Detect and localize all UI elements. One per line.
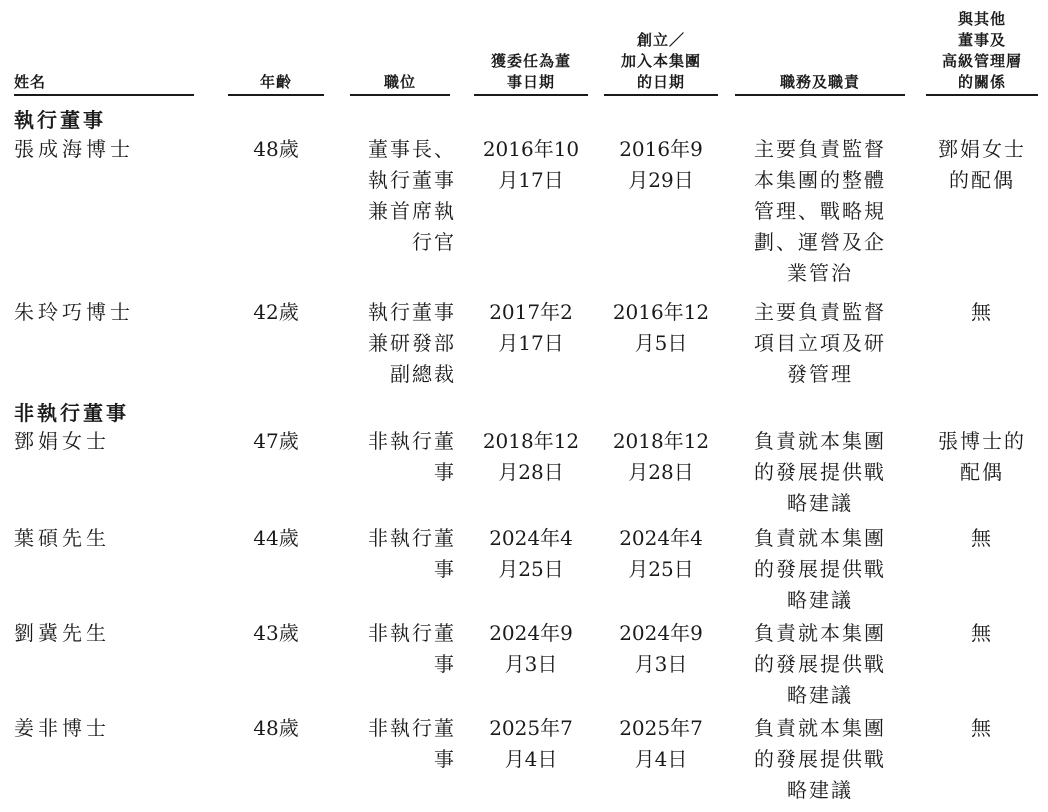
- header-joined: [604, 30, 718, 96]
- row-5-position: [344, 713, 456, 775]
- row-0-name: [14, 134, 194, 165]
- row-1-name-line: 朱玲巧博士: [14, 300, 134, 324]
- row-0-relation-line: 鄧娟女士: [938, 137, 1026, 161]
- header-relation-line: 的關係: [926, 72, 1038, 96]
- row-5-appointed-line: 月4日: [504, 747, 558, 771]
- row-5-name-line: 姜非博士: [14, 716, 110, 740]
- row-2-joined: [604, 426, 718, 488]
- header-relation-line: 董事及: [957, 31, 1006, 49]
- row-0-duties-line: 劃、運營及企: [754, 230, 886, 254]
- row-4-appointed: [474, 618, 588, 680]
- row-2-age-line: 47歲: [253, 429, 299, 453]
- row-0-duties: [735, 134, 905, 289]
- row-1-appointed-line: 月17日: [498, 331, 564, 355]
- row-3-joined-line: 2024年4: [619, 526, 703, 550]
- row-1-joined-line: 2016年12: [612, 300, 710, 324]
- row-4-relation: [926, 618, 1038, 649]
- row-0-duties-line: 管理、戰略規: [754, 199, 886, 223]
- section-non-executive-directors: 非執行董事: [14, 401, 129, 425]
- row-3-position-line: 非執行董: [368, 526, 456, 550]
- header-relation-line: 高級管理層: [941, 52, 1022, 70]
- row-5-joined-line: 月4日: [634, 747, 688, 771]
- row-2-name: [14, 426, 194, 457]
- row-3-joined-line: 月25日: [628, 557, 694, 581]
- row-0-position-line: 董事長、: [368, 137, 456, 161]
- row-2-appointed-line: 月28日: [498, 460, 564, 484]
- row-0-name-line: 張成海博士: [14, 137, 134, 161]
- row-2-duties: [735, 426, 905, 519]
- header-relation-line: 與其他: [957, 10, 1006, 28]
- row-2-joined-line: 月28日: [628, 460, 694, 484]
- row-0-age: [228, 134, 324, 165]
- row-3-name-line: 葉碩先生: [14, 526, 110, 550]
- row-1-age-line: 42歲: [253, 300, 299, 324]
- row-3-duties-line: 略建議: [787, 588, 853, 612]
- row-4-age: [228, 618, 324, 649]
- row-2-position-line: 事: [434, 460, 456, 484]
- row-4-duties-line: 略建議: [787, 683, 853, 707]
- row-5-duties-line: 負責就本集團: [754, 716, 886, 740]
- row-0-position-line: 行官: [412, 230, 456, 254]
- row-1-duties-line: 項目立項及研: [754, 331, 886, 355]
- row-5-position-line: 非執行董: [368, 716, 456, 740]
- row-0-relation-line: 的配偶: [949, 168, 1015, 192]
- row-4-duties-line: 負責就本集團: [754, 621, 886, 645]
- row-4-position-line: 事: [434, 652, 456, 676]
- row-4-duties: [735, 618, 905, 711]
- row-0-appointed-line: 2016年10: [482, 137, 580, 161]
- row-4-joined-line: 月3日: [634, 652, 688, 676]
- row-5-appointed: [474, 713, 588, 775]
- row-1-age: [228, 297, 324, 328]
- header-age-line: 年齡: [228, 72, 324, 96]
- header-joined-line: 創立／: [636, 31, 685, 49]
- row-0-joined-line: 2016年9: [619, 137, 703, 161]
- row-0-duties-line: 主要負責監督: [754, 137, 886, 161]
- header-appointed-line: 事日期: [474, 72, 588, 96]
- row-0-duties-line: 本集團的整體: [754, 168, 886, 192]
- header-duties-line: 職務及職責: [735, 72, 905, 96]
- row-5-name: [14, 713, 194, 744]
- row-3-position-line: 事: [434, 557, 456, 581]
- row-5-position-line: 事: [434, 747, 456, 771]
- row-5-joined-line: 2025年7: [619, 716, 703, 740]
- row-1-duties-line: 發管理: [787, 362, 853, 386]
- row-3-relation-line: 無: [971, 526, 993, 550]
- header-relation: [926, 9, 1038, 96]
- row-1-appointed: [474, 297, 588, 359]
- header-name-line: 姓名: [14, 72, 194, 96]
- row-2-position-line: 非執行董: [368, 429, 456, 453]
- row-4-name: [14, 618, 194, 649]
- header-position: [350, 72, 450, 96]
- row-2-duties-line: 的發展提供戰: [754, 460, 886, 484]
- row-5-duties: [735, 713, 905, 806]
- row-5-age: [228, 713, 324, 744]
- row-3-duties-line: 的發展提供戰: [754, 557, 886, 581]
- row-1-relation: [926, 297, 1038, 328]
- row-0-appointed: [474, 134, 588, 196]
- row-2-duties-line: 負責就本集團: [754, 429, 886, 453]
- row-5-relation-line: 無: [971, 716, 993, 740]
- row-4-appointed-line: 2024年9: [489, 621, 573, 645]
- row-1-duties-line: 主要負責監督: [754, 300, 886, 324]
- row-3-duties: [735, 523, 905, 616]
- header-joined-line: 的日期: [604, 72, 718, 96]
- row-2-position: [344, 426, 456, 488]
- row-3-age-line: 44歲: [253, 526, 299, 550]
- header-joined-line: 加入本集團: [620, 52, 701, 70]
- row-3-joined: [604, 523, 718, 585]
- row-2-relation: [926, 426, 1038, 488]
- section-executive-directors: 執行董事: [14, 108, 106, 132]
- row-5-age-line: 48歲: [253, 716, 299, 740]
- row-4-age-line: 43歲: [253, 621, 299, 645]
- row-2-appointed-line: 2018年12: [482, 429, 580, 453]
- row-2-duties-line: 略建議: [787, 491, 853, 515]
- row-3-duties-line: 負責就本集團: [754, 526, 886, 550]
- row-1-relation-line: 無: [971, 300, 993, 324]
- row-0-relation: [926, 134, 1038, 196]
- row-1-joined-line: 月5日: [634, 331, 688, 355]
- row-5-joined: [604, 713, 718, 775]
- header-duties: [735, 72, 905, 96]
- row-0-joined-line: 月29日: [628, 168, 694, 192]
- row-0-position-line: 執行董事: [368, 168, 456, 192]
- row-1-position-line: 兼研發部: [368, 331, 456, 355]
- row-2-appointed: [474, 426, 588, 488]
- row-2-age: [228, 426, 324, 457]
- row-2-relation-line: 張博士的: [938, 429, 1026, 453]
- row-4-position: [344, 618, 456, 680]
- row-1-position-line: 副總裁: [390, 362, 456, 386]
- row-4-name-line: 劉冀先生: [14, 621, 110, 645]
- row-3-appointed-line: 月25日: [498, 557, 564, 581]
- row-4-position-line: 非執行董: [368, 621, 456, 645]
- row-4-duties-line: 的發展提供戰: [754, 652, 886, 676]
- header-appointed: [474, 51, 588, 96]
- row-4-relation-line: 無: [971, 621, 993, 645]
- row-1-joined: [604, 297, 718, 359]
- header-position-line: 職位: [350, 72, 450, 96]
- row-1-position: [344, 297, 456, 390]
- row-3-age: [228, 523, 324, 554]
- row-1-appointed-line: 2017年2: [489, 300, 573, 324]
- row-2-joined-line: 2018年12: [612, 429, 710, 453]
- row-0-duties-line: 業管治: [787, 261, 853, 285]
- row-2-name-line: 鄧娟女士: [14, 429, 110, 453]
- row-4-appointed-line: 月3日: [504, 652, 558, 676]
- row-3-position: [344, 523, 456, 585]
- row-2-relation-line: 配偶: [960, 460, 1004, 484]
- row-0-age-line: 48歲: [253, 137, 299, 161]
- row-1-position-line: 執行董事: [368, 300, 456, 324]
- row-3-name: [14, 523, 194, 554]
- row-5-duties-line: 的發展提供戰: [754, 747, 886, 771]
- row-5-duties-line: 略建議: [787, 778, 853, 802]
- row-0-position-line: 兼首席執: [368, 199, 456, 223]
- row-0-joined: [604, 134, 718, 196]
- row-1-duties: [735, 297, 905, 390]
- row-3-appointed: [474, 523, 588, 585]
- row-4-joined: [604, 618, 718, 680]
- row-0-position: [344, 134, 456, 258]
- row-4-joined-line: 2024年9: [619, 621, 703, 645]
- header-name: [14, 72, 194, 96]
- row-1-name: [14, 297, 194, 328]
- row-5-relation: [926, 713, 1038, 744]
- header-age: [228, 72, 324, 96]
- row-3-relation: [926, 523, 1038, 554]
- row-5-appointed-line: 2025年7: [489, 716, 573, 740]
- row-3-appointed-line: 2024年4: [489, 526, 573, 550]
- header-appointed-line: 獲委任為董: [490, 52, 571, 70]
- row-0-appointed-line: 月17日: [498, 168, 564, 192]
